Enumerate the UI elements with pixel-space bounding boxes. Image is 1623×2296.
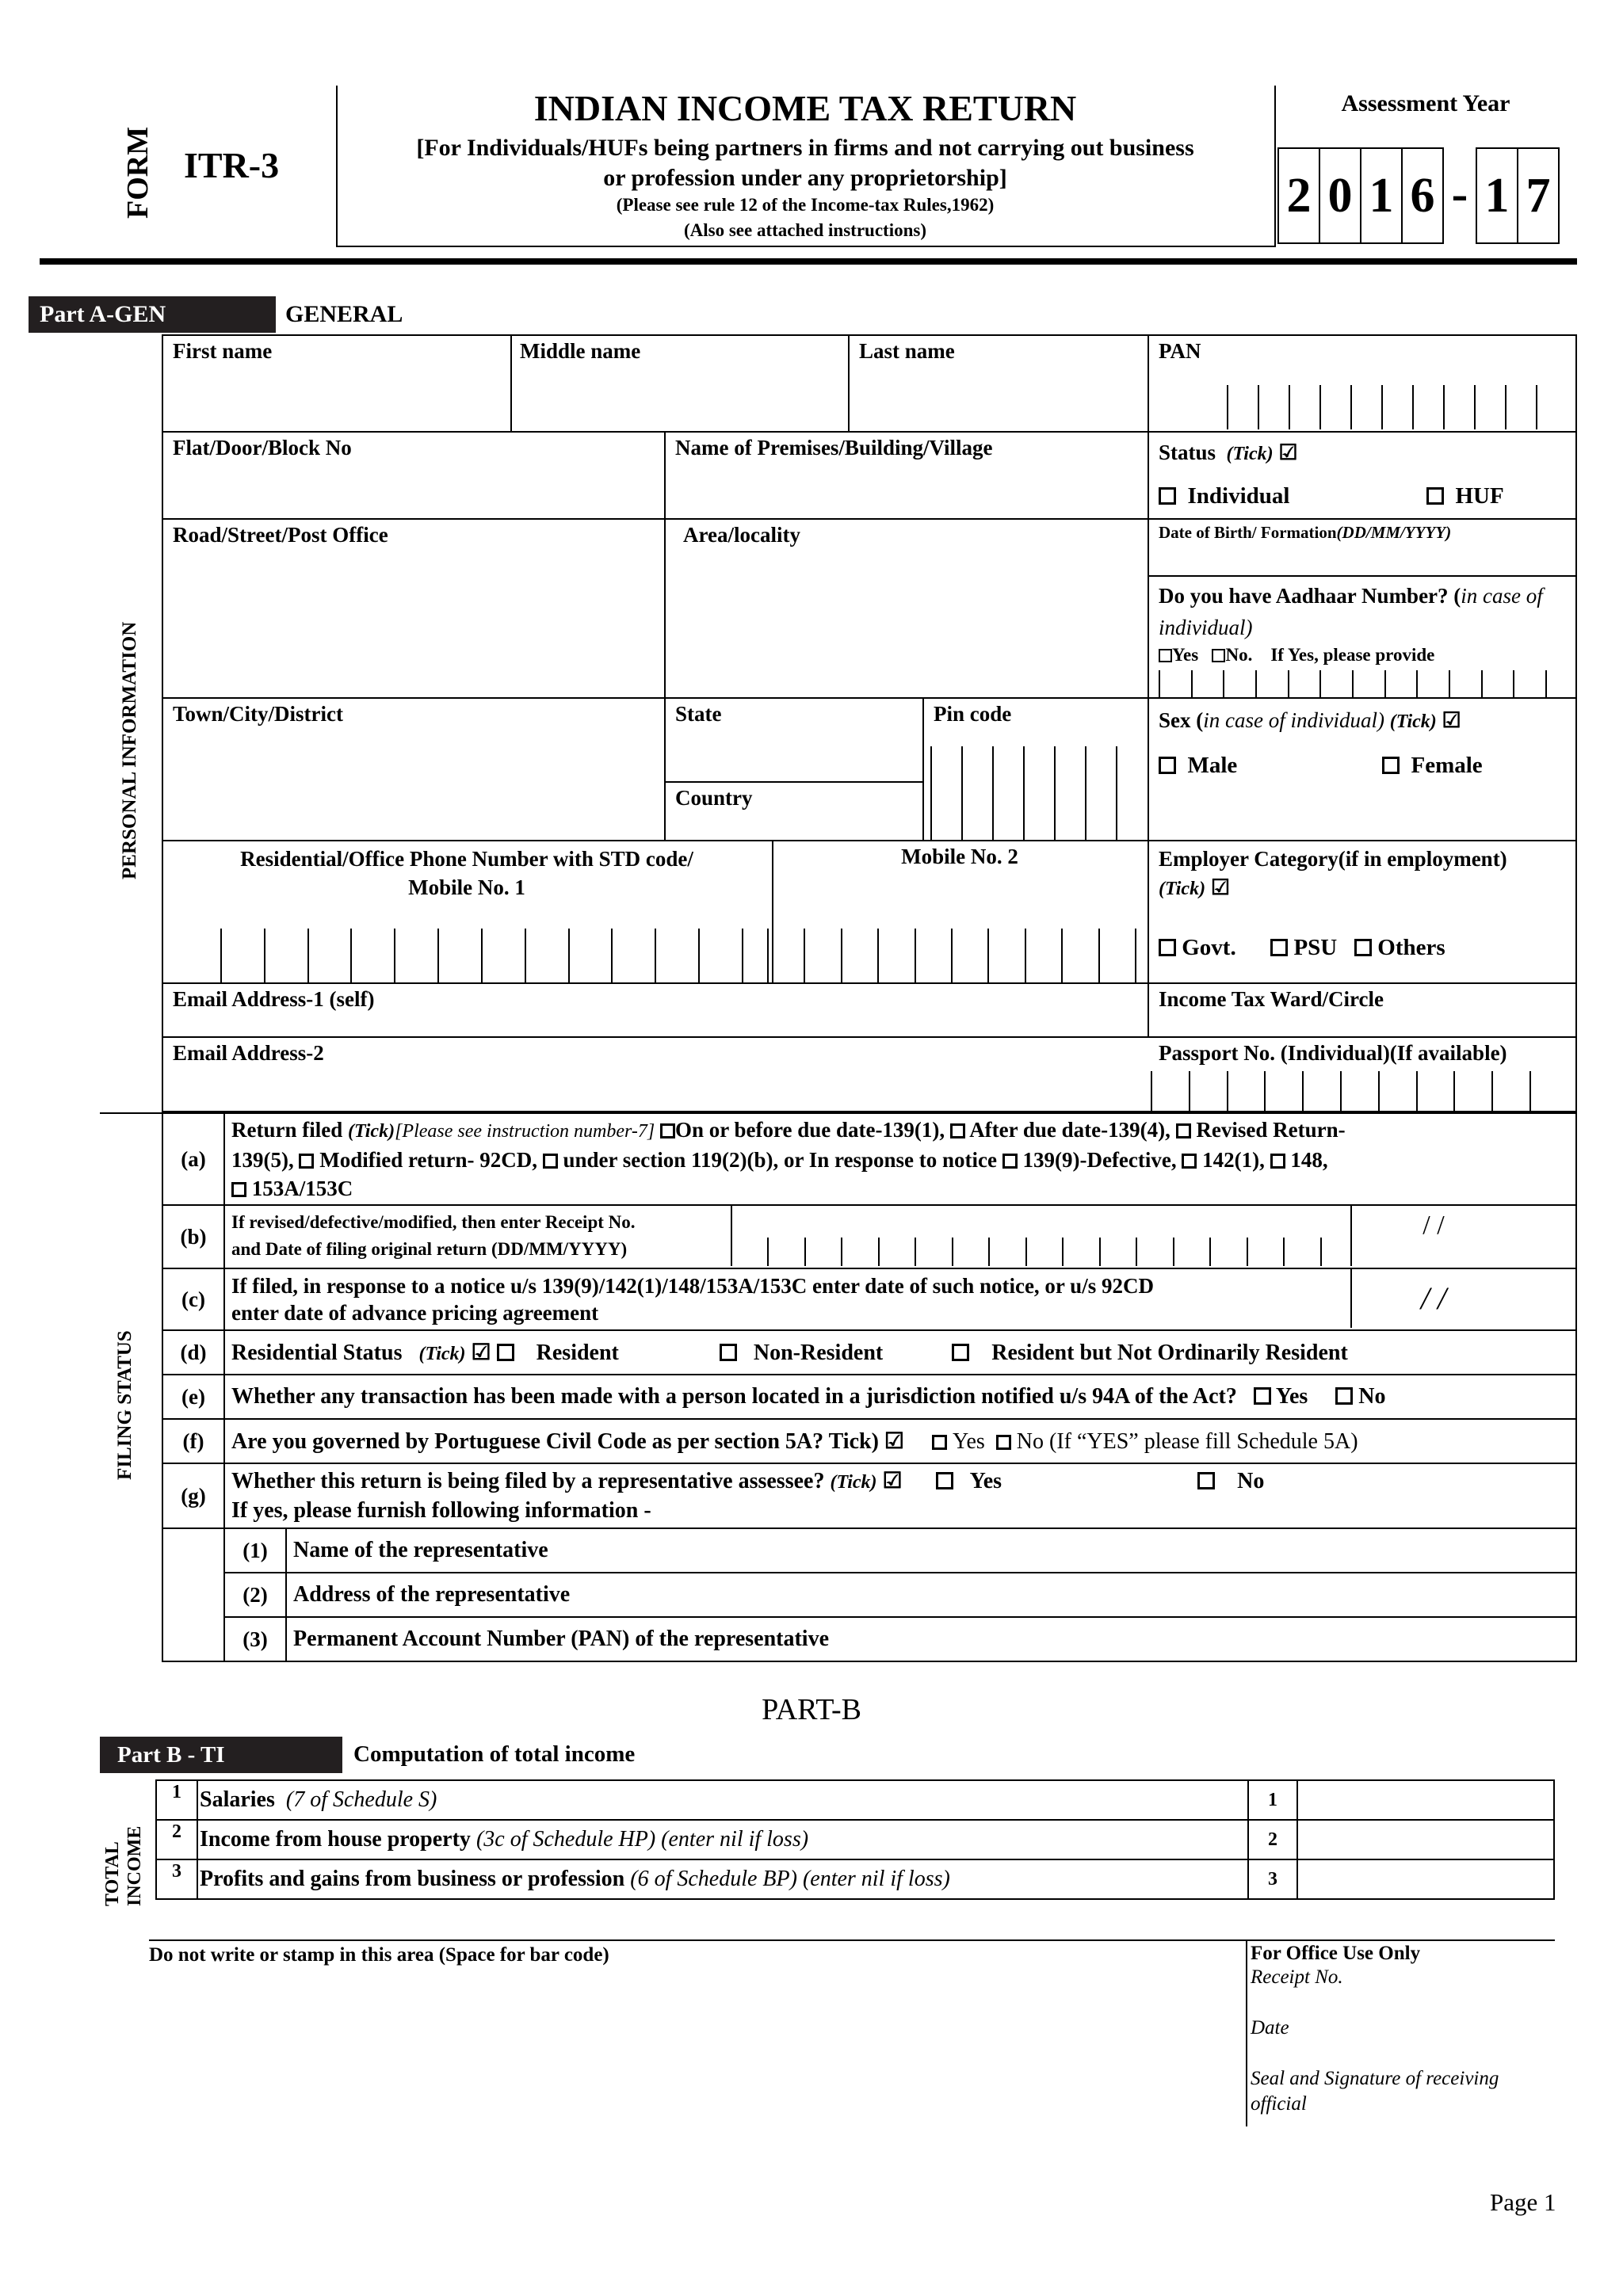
checkbox-icon[interactable] [1354,939,1372,956]
ay-digit: 1 [1476,147,1517,244]
income-row [156,1859,1554,1899]
ward-label: Income Tax Ward/Circle [1159,987,1384,1011]
checkbox-icon[interactable] [543,1154,558,1169]
ay-dash: - [1451,167,1468,221]
flat-label: Flat/Door/Block No [173,436,352,460]
tick-check-icon: ☑ [1278,441,1298,464]
form-title: INDIAN INCOME TAX RETURN [533,88,1077,128]
row-letter: (g) [162,1463,224,1528]
office-use-box [1246,1939,1247,2126]
checkbox-icon[interactable] [952,1344,969,1361]
representative-question-cell: Whether this return is being filed by a representative assessee? (Tick) ☑ Yes No If yes, please furnish following information - [224,1463,1576,1528]
salaries-amount-input[interactable] [1297,1780,1554,1820]
residential-status-cell: Residential Status (Tick) ☑ Resident Non-Resident Resident but Not Ordinarily Resident [224,1330,1576,1375]
checkbox-icon[interactable] [1254,1387,1271,1405]
original-date-input[interactable]: / / [1350,1206,1515,1266]
premises-label: Name of Premises/Building/Village [675,436,993,460]
checkbox-icon[interactable] [950,1123,965,1138]
mobile2-label: Mobile No. 2 [901,845,1018,868]
footer-rule [149,1939,1555,1941]
assessment-year-digits [1277,147,1560,244]
checkbox-icon[interactable] [1335,1387,1353,1405]
dob-input[interactable] [1149,547,1575,574]
road-label: Road/Street/Post Office [173,523,388,547]
portuguese-code-cell: Are you governed by Portuguese Civil Code as per section 5A? Tick) ☑ Yes No (If “YES” please fill Schedule 5A) [224,1419,1576,1463]
aadhaar-options: Yes No. If Yes, please provide [1159,645,1434,666]
income-row-no: 2 [156,1820,197,1859]
ay-digit: 0 [1319,147,1360,244]
sex-female-option[interactable]: Female [1382,753,1483,779]
filing-status-table [162,1112,1577,1662]
last-name-label: Last name [859,339,955,363]
business-profit-amount-input[interactable] [1297,1859,1554,1899]
sex-label: Sex (in case of individual) (Tick) ☑ [1159,708,1461,732]
form-subtitle-2: or profession under any proprietorship] [603,165,1007,191]
form-word: FORM [121,126,155,219]
checkbox-icon[interactable] [497,1344,514,1361]
sex-male-option[interactable]: Male [1159,753,1237,779]
checkbox-icon[interactable] [1212,649,1225,662]
ay-digit: 2 [1277,147,1319,244]
income-row-no: 1 [156,1780,197,1820]
tick-check-icon: ☑ [471,1341,491,1365]
receipt-no-input[interactable] [767,1238,1322,1266]
first-name-label: First name [173,339,273,363]
pan-label: PAN [1159,339,1201,363]
form-subtitle-1: [For Individuals/HUFs being partners in firms and not carrying out business [416,135,1194,161]
part-b-title: Computation of total income [353,1741,636,1767]
rep-no: (2) [224,1573,286,1617]
total-income-table [155,1779,1555,1900]
income-row [156,1780,1554,1820]
row-letter: (f) [162,1419,224,1463]
income-row-ref: 2 [1248,1820,1297,1859]
tick-note: (Tick) [1226,444,1274,464]
first-name-input[interactable] [163,372,509,429]
email2-label: Email Address-2 [173,1041,324,1065]
row-letter: (d) [162,1330,224,1375]
state-label: State [675,702,722,726]
checkbox-icon[interactable] [1159,757,1176,774]
pan-input[interactable] [1227,385,1537,429]
phone1-input[interactable] [220,929,743,982]
assessment-year-label: Assessment Year [1341,90,1510,116]
pincode-input[interactable] [930,746,1117,840]
instructions-note: (Also see attached instructions) [684,220,926,240]
checkbox-icon[interactable] [1176,1123,1191,1138]
checkbox-icon[interactable] [1197,1472,1215,1489]
rep-no: (1) [224,1528,286,1573]
checkbox-icon[interactable] [936,1472,953,1489]
checkbox-icon[interactable] [1159,939,1176,956]
ay-digit: 1 [1360,147,1401,244]
tick-check-icon: ☑ [1210,875,1231,899]
income-row-label: Profits and gains from business or profession (6 of Schedule BP) (enter nil if loss) [197,1859,1248,1899]
phone1-label: Residential/Office Phone Number with STD code/ Mobile No. 1 [240,847,693,899]
seal-signature-label: Seal and Signature of receiving official [1251,2068,1499,2115]
ay-digit: 7 [1517,147,1560,244]
employer-options: Govt. PSU Others [1159,935,1445,961]
personal-info-side-label: PERSONAL INFORMATION [119,621,140,879]
total-income-side-label: TOTAL INCOME [102,1825,145,1906]
checkbox-icon[interactable] [996,1435,1011,1450]
rep-name-label[interactable]: Name of the representative [286,1528,1576,1573]
middle-name-input[interactable] [512,372,846,429]
part-b-heading: PART-B [762,1693,861,1726]
status-huf-option[interactable]: HUF [1426,483,1504,509]
status-label: Status (Tick) ☑ [1159,441,1298,464]
passport-input[interactable] [1151,1071,1531,1111]
passport-label: Passport No. (Individual)(If available) [1159,1041,1507,1065]
checkbox-icon[interactable] [1159,649,1172,662]
income-row-label: Salaries (7 of Schedule S) [197,1780,1248,1820]
rep-pan-label[interactable]: Permanent Account Number (PAN) of the representative [286,1617,1576,1661]
office-date-label: Date [1251,2017,1289,2039]
aadhaar-question: Do you have Aadhaar Number? (in case of individual) [1159,584,1543,639]
checkbox-icon[interactable] [720,1344,737,1361]
office-use-title: For Office Use Only [1251,1943,1421,1964]
return-filed-cell: Return filed (Tick)[Please see instruction number-7] On or before due date-139(1), After due date-139(4), Revised Return- 139(5), Modified return- 92CD, under section 119(2)(b), or In response to notice 139(9)-Defective, 142(1), 148, 153A/153C [224,1113,1576,1205]
status-individual-option[interactable]: Individual [1159,483,1289,509]
checkbox-icon[interactable] [1270,939,1288,956]
checkbox-icon[interactable] [1002,1154,1018,1169]
row-letter: (e) [162,1375,224,1419]
income-row-ref: 3 [1248,1859,1297,1899]
house-property-amount-input[interactable] [1297,1820,1554,1859]
form-number: ITR-3 [184,145,280,185]
notice-date-input[interactable]: / / [1350,1269,1515,1328]
checkbox-icon[interactable] [1159,487,1176,505]
income-row-ref: 1 [1248,1780,1297,1820]
tick-check-icon: ☑ [884,1429,905,1454]
checkbox-icon[interactable] [1270,1154,1285,1169]
rep-address-label[interactable]: Address of the representative [286,1573,1576,1617]
checkbox-icon[interactable] [1382,757,1400,774]
mobile2-input[interactable] [767,929,1136,982]
part-b-tag: Part B - TI [100,1737,342,1773]
country-label: Country [675,786,753,810]
dob-label: Date of Birth/ Formation(DD/MM/YYYY) [1159,523,1452,542]
employer-label: Employer Category(if in employment) (Tick) ☑ [1159,847,1507,899]
aadhaar-input[interactable] [1159,670,1547,697]
income-row-no: 3 [156,1859,197,1899]
part-a-tag: Part A-GEN [29,296,276,333]
pincode-label: Pin code [934,702,1012,726]
side-divider [100,1112,163,1114]
checkbox-icon[interactable] [1426,487,1444,505]
checkbox-icon[interactable] [1182,1154,1197,1169]
jurisdiction-cell: Whether any transaction has been made with a person located in a jurisdiction notified u/s 94A of the Act? Yes No [224,1375,1576,1419]
checkbox-icon[interactable] [231,1182,246,1197]
income-row [156,1820,1554,1859]
rep-no: (3) [224,1617,286,1661]
income-row-label: Income from house property (3c of Schedule HP) (enter nil if loss) [197,1820,1248,1859]
page-number: Page 1 [1490,2188,1556,2216]
checkbox-icon[interactable] [299,1154,314,1169]
part-a-title: GENERAL [285,301,403,327]
row-letter: (c) [162,1268,224,1330]
row-letter: (b) [162,1205,224,1268]
receipt-no-label: Receipt No. [1251,1966,1343,1988]
town-label: Town/City/District [173,702,343,726]
middle-name-label: Middle name [520,339,641,363]
notice-date-label: If filed, in response to a notice u/s 139(9)/142(1)/148/153A/153C enter date of such notice, or u/s 92CD enter date of advance pricing agreement [231,1274,1154,1325]
barcode-note: Do not write or stamp in this area (Space for bar code) [149,1944,609,1966]
rule-note: (Please see rule 12 of the Income-tax Rules,1962) [616,195,995,215]
revised-receipt-label: If revised/defective/modified, then enter Receipt No. and Date of filing original return (DD/MM/YYYY) [225,1206,732,1266]
checkbox-icon[interactable] [932,1435,947,1450]
ay-digit: 6 [1401,147,1444,244]
email1-label: Email Address-1 (self) [173,987,375,1011]
filing-status-side-label: FILING STATUS [114,1330,136,1480]
last-name-input[interactable] [850,372,1146,429]
area-label: Area/locality [683,523,800,547]
tick-check-icon: ☑ [882,1468,903,1493]
row-letter: (a) [162,1113,224,1205]
tick-check-icon: ☑ [1442,708,1461,732]
header-rule [40,258,1577,265]
checkbox-icon[interactable] [660,1123,675,1138]
